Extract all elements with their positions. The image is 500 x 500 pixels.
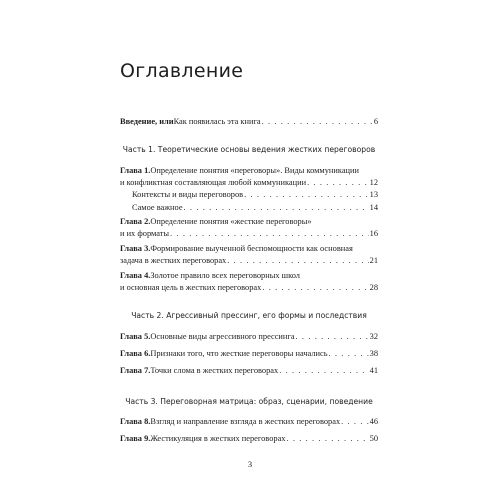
- toc-entry-chapter-5[interactable]: [120, 331, 378, 343]
- toc-entry-title: Основные виды агрессивного прессинга: [150, 332, 295, 341]
- toc-entry-title-cont: и их форматы: [120, 229, 170, 238]
- toc-entry-title: Самое важное: [132, 203, 183, 212]
- toc-entry-prefix: Глава 3.: [120, 244, 151, 253]
- dot-leader: [296, 331, 369, 343]
- dot-leader: [262, 116, 373, 128]
- toc-entry-chapter-6[interactable]: [120, 348, 378, 360]
- toc-entry-prefix: Глава 1.: [120, 166, 151, 175]
- toc-entry-title: Золотое правило всех переговорных школ: [150, 271, 300, 280]
- toc-entry-chapter-7[interactable]: [120, 365, 378, 377]
- toc-entry-prefix: Глава 4.: [120, 271, 151, 280]
- toc-entry-chapter-3[interactable]: [120, 243, 378, 267]
- toc-entry-chapter-8[interactable]: [120, 416, 378, 428]
- page-number: 3: [247, 459, 253, 469]
- toc-entry-page: 21: [369, 256, 378, 265]
- dot-leader: [341, 416, 368, 428]
- toc-entry-chapter-9[interactable]: [120, 433, 378, 445]
- toc-entry-title: Взгляд и направление взгляда в жестких переговорах: [150, 417, 341, 426]
- dot-leader: [262, 282, 368, 294]
- toc-entry-page: 6: [373, 117, 378, 126]
- toc-entry-page: 41: [369, 366, 378, 375]
- toc-entry-prefix: Глава 7.: [120, 366, 151, 375]
- dot-leader: [184, 202, 369, 214]
- part-heading-3[interactable]: Часть 3. Переговорная матрица: образ, сценарии, поведение: [125, 397, 373, 406]
- dot-leader: [279, 365, 368, 377]
- dot-leader: [170, 228, 369, 240]
- toc-entry-page: 16: [369, 229, 378, 238]
- toc-entry-prefix: Глава 8.: [120, 417, 151, 426]
- toc-entry-chapter-4[interactable]: [120, 270, 378, 294]
- toc-entry-prefix: Глава 6.: [120, 349, 151, 358]
- part-heading-2[interactable]: Часть 2. Агрессивный прессинг, его формы и последствия: [131, 311, 367, 320]
- toc-entry-page: 12: [369, 178, 378, 187]
- toc-entry-page: 13: [369, 190, 378, 199]
- page-title: Оглавление: [120, 60, 244, 82]
- toc-entry-chapter-2[interactable]: [120, 216, 378, 240]
- toc-entry-prefix: Глава 5.: [120, 332, 151, 341]
- toc-entry-title: Жестикуляция в жестких переговорах: [150, 434, 286, 443]
- toc-entry-title: Как появилась эта книга: [173, 117, 261, 126]
- toc-entry-page: 28: [369, 283, 378, 292]
- toc-entry-chapter-1[interactable]: [120, 165, 378, 189]
- toc-entry-title: Формирование выученной беспомощности как основная: [150, 244, 353, 253]
- toc-entry-prefix: Глава 9.: [120, 434, 151, 443]
- toc-entry-page: 32: [369, 332, 378, 341]
- toc-entry-page: 46: [369, 417, 378, 426]
- toc-subentry-important[interactable]: [120, 202, 378, 214]
- dot-leader: [287, 433, 369, 445]
- dot-leader: [227, 255, 368, 267]
- toc-entry-page: 38: [369, 349, 378, 358]
- toc-entry-page: 14: [369, 203, 378, 212]
- dot-leader: [329, 348, 369, 360]
- toc-entry-prefix: Введение, или: [120, 117, 174, 126]
- toc-entry-title: Контексты и виды переговоров: [132, 190, 244, 199]
- toc-entry-title: Определение понятия «жесткие переговоры»: [150, 217, 312, 226]
- part-heading-1[interactable]: Часть 1. Теоретические основы ведения жестких переговоров: [122, 145, 376, 154]
- toc-entry-intro[interactable]: [120, 116, 378, 128]
- toc-entry-title: Признаки того, что жесткие переговоры начались: [150, 349, 328, 358]
- toc-entry-title-cont: и конфликтная составляющая любой коммуникации: [120, 178, 307, 187]
- toc-entry-title-cont: и основная цель в жестких переговорах: [120, 283, 262, 292]
- toc-entry-prefix: Глава 2.: [120, 217, 151, 226]
- dot-leader: [307, 177, 369, 189]
- dot-leader: [244, 189, 369, 201]
- toc-entry-title: Определение понятия «переговоры». Виды коммуникации: [150, 166, 359, 175]
- toc-entry-page: 50: [369, 434, 378, 443]
- toc-subentry-contexts[interactable]: [120, 189, 378, 201]
- toc-entry-title: Точки слома в жестких переговорах: [150, 366, 279, 375]
- toc-entry-title-cont: задача в жестких переговорах: [120, 256, 227, 265]
